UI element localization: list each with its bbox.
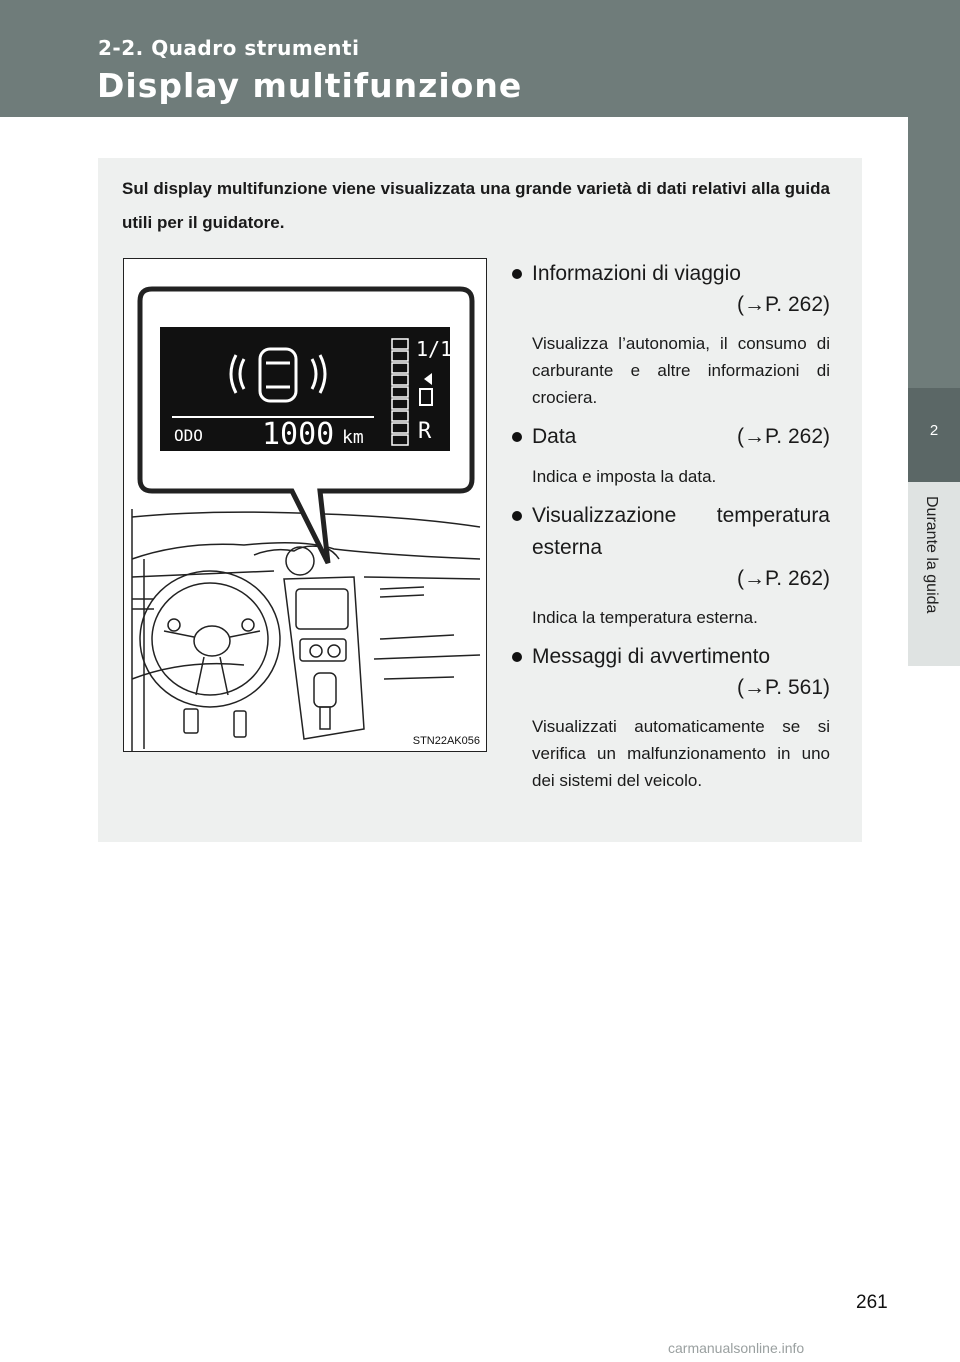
item-title: Informazioni di viaggio (532, 262, 741, 285)
display-fraction: 1/1 (416, 337, 453, 361)
dashboard-illustration (123, 258, 487, 752)
display-odo-label: ODO (174, 426, 203, 445)
display-odo-value: 1000 (262, 417, 335, 452)
list-item (512, 421, 830, 490)
page-reference-link[interactable]: (→P. 561) (737, 676, 830, 699)
side-tab-top (908, 0, 960, 388)
item-title: Messaggi di avvertimento (532, 645, 771, 668)
item-description: Indica e imposta la data. (532, 467, 717, 486)
display-gear: R (418, 419, 432, 444)
list-item (512, 500, 830, 631)
chapter-number-tab[interactable]: 2 (908, 388, 960, 482)
intro-text: Sul display multifunzione viene visualizzata una grande varietà di dati relativi alla guida utili per il guidatore. (122, 179, 830, 232)
item-title: Visualizzazione temperatura esterna (532, 504, 830, 559)
list-item (512, 641, 830, 794)
bullet-icon (512, 269, 522, 279)
dashboard-drawing (124, 259, 487, 752)
item-description: Visualizzati automaticamente se si verifica un malfunzionamento in uno dei sistemi del veicolo. (532, 717, 830, 790)
display-odo-unit: km (342, 427, 364, 448)
page-reference-link[interactable]: (→P. 262) (737, 293, 830, 316)
section-label: 2-2. Quadro strumenti (98, 36, 360, 60)
item-description: Indica la temperatura esterna. (532, 608, 758, 627)
watermark-text[interactable]: carmanualsonline.info (668, 1340, 805, 1356)
page-number: 261 (856, 1292, 888, 1313)
page-reference-link[interactable]: (→P. 262) (737, 567, 830, 590)
feature-list (512, 258, 830, 804)
figure-code: STN22AK056 (412, 735, 480, 747)
item-title: Data (532, 425, 577, 448)
chapter-label: Durante la guida (923, 496, 940, 614)
item-description: Visualizza l’autonomia, il consumo di carburante e altre informazioni di crociera. (532, 334, 830, 407)
page-title: Display multifunzione (97, 66, 523, 105)
bullet-icon (512, 511, 522, 521)
page-reference-link[interactable]: (→P. 262) (737, 425, 830, 448)
bullet-icon (512, 652, 522, 662)
bullet-icon (512, 432, 522, 442)
list-item (512, 258, 830, 411)
